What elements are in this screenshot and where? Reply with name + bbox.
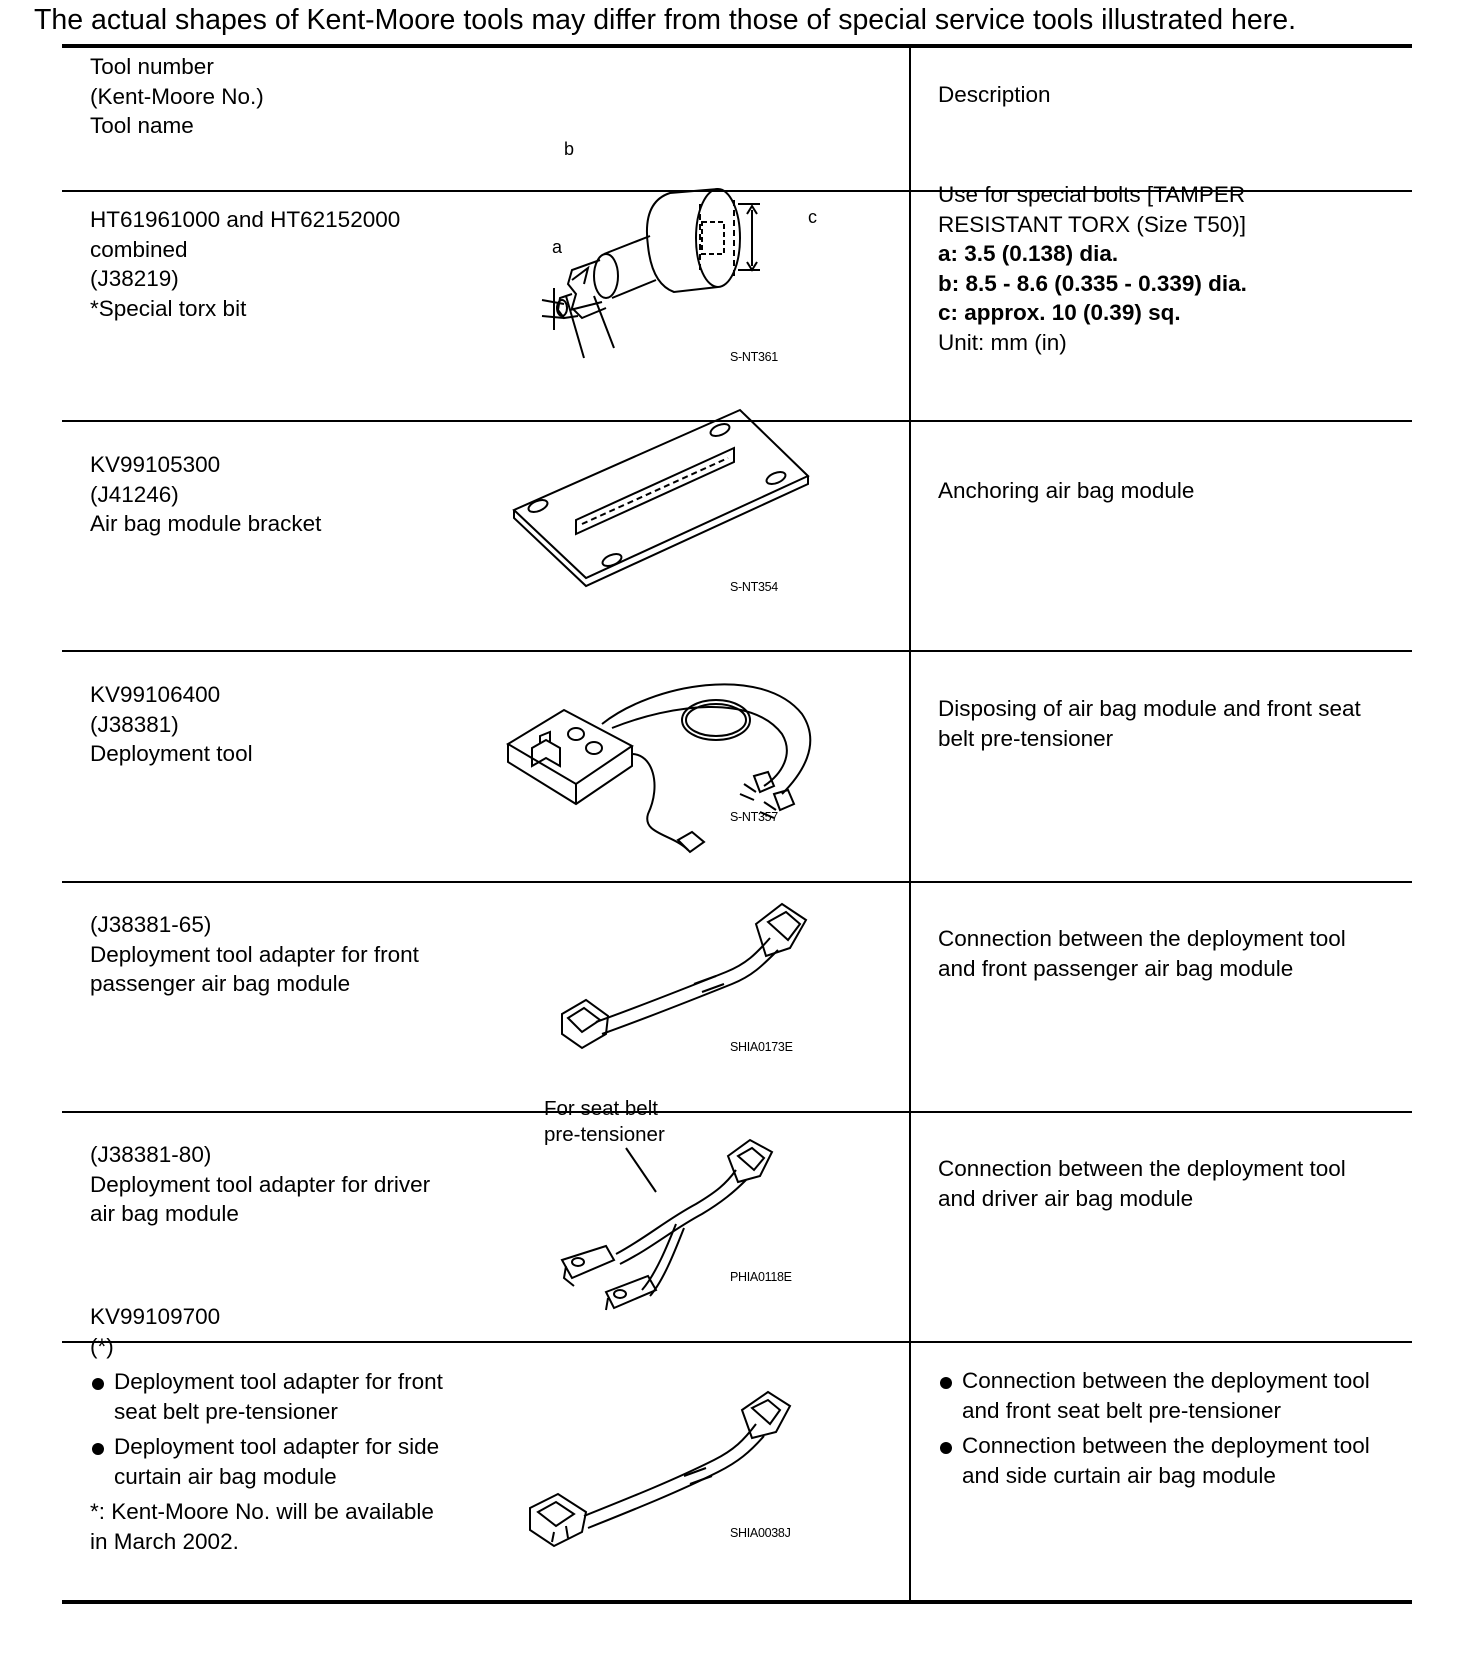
bullet-line: Deployment tool adapter for front: [114, 1369, 443, 1394]
column-divider: [909, 44, 911, 1604]
dimension-label-c: c: [808, 207, 817, 227]
table-row-2-tool: [90, 450, 560, 539]
tool-line: Deployment tool adapter for driver: [90, 1171, 431, 1197]
tool-line: (*): [90, 1333, 114, 1359]
description-line: a: 3.5 (0.138) dia.: [938, 241, 1119, 266]
figure-code: S-NT354: [730, 580, 778, 594]
tool-line: Air bag module bracket: [90, 511, 322, 536]
callout-line: pre-tensioner: [544, 1123, 665, 1146]
tool-line: *Special torx bit: [90, 295, 247, 321]
tool-line: Deployment tool: [90, 741, 253, 766]
table-row-1-description: [938, 180, 1398, 357]
table-row-3-description: [938, 694, 1398, 753]
deployment-tool-illustration: [502, 644, 822, 864]
table-row-6-description: [938, 1366, 1398, 1490]
callout-line: For seat belt: [544, 1097, 658, 1120]
description-bullet: [938, 1366, 1398, 1425]
tool-line: combined: [90, 236, 188, 262]
header-tool-cell: [90, 52, 560, 141]
tool-line: (J41246): [90, 481, 179, 507]
tool-line: (J38381-65): [90, 912, 212, 937]
description-line: c: approx. 10 (0.39) sq.: [938, 300, 1181, 325]
table-row-2-description: [938, 476, 1398, 506]
figure-code: S-NT361: [730, 350, 778, 364]
dimension-label-b: b: [564, 139, 575, 159]
footnote-line: *: Kent-Moore No. will be available: [90, 1499, 434, 1524]
header-description: Description: [938, 82, 1051, 107]
figure-code: SHIA0038J: [730, 1526, 791, 1540]
header-description-cell: [938, 80, 1398, 110]
description-line: Use for special bolts [TAMPER: [938, 182, 1246, 207]
adapter-kv99109700-illustration: [524, 1376, 804, 1576]
footnote-line: in March 2002.: [90, 1528, 239, 1554]
description-line: RESISTANT TORX (Size T50)]: [938, 211, 1247, 237]
header-tool-line: (Kent-Moore No.): [90, 83, 264, 109]
tool-line: KV99105300: [90, 452, 221, 477]
table-row-3-tool: [90, 680, 560, 769]
description-bullet: [938, 1431, 1398, 1490]
tool-line: KV99106400: [90, 682, 221, 707]
description-line: and driver air bag module: [938, 1185, 1194, 1211]
tool-line: (J38381-80): [90, 1142, 212, 1167]
header-tool-line: Tool number: [90, 54, 214, 79]
row-divider: [62, 1111, 1412, 1113]
table-bottom-rule: [62, 1600, 1412, 1604]
tool-bullet: [90, 1367, 560, 1426]
tool-bullet: [90, 1432, 560, 1491]
description-line: Connection between the deployment tool: [938, 926, 1346, 951]
table-top-rule: [62, 44, 1412, 48]
tool-line: (J38381): [90, 711, 179, 737]
tool-line: (J38219): [90, 266, 179, 291]
bullet-line: Connection between the deployment tool: [962, 1433, 1370, 1458]
tool-line: Deployment tool adapter for front: [90, 941, 419, 967]
bullet-line: and front seat belt pre-tensioner: [962, 1397, 1281, 1423]
row-divider: [62, 881, 1412, 883]
header-tool-line: Tool name: [90, 113, 194, 138]
bracket-illustration: [508, 406, 818, 596]
bullet-line: Connection between the deployment tool: [962, 1368, 1370, 1393]
bullet-line: seat belt pre-tensioner: [114, 1398, 338, 1424]
description-line: Connection between the deployment tool: [938, 1156, 1346, 1181]
bullet-line: curtain air bag module: [114, 1463, 337, 1489]
table-row-5-description: [938, 1154, 1398, 1213]
figure-code: S-NT357: [730, 810, 778, 824]
adapter-65-illustration: [556, 884, 826, 1064]
table-row-4-description: [938, 924, 1398, 983]
figure-code: PHIA0118E: [730, 1270, 792, 1284]
description-line: Disposing of air bag module and front seat: [938, 696, 1361, 721]
description-line: Unit: mm (in): [938, 329, 1067, 355]
table-row-5-tool: [90, 1140, 560, 1229]
tool-line: air bag module: [90, 1201, 239, 1226]
torx-bit-illustration: [502, 184, 842, 404]
description-line: b: 8.5 - 8.6 (0.335 - 0.339) dia.: [938, 270, 1247, 296]
tool-line: KV99109700: [90, 1304, 221, 1329]
adapter-80-illustration: [556, 1134, 826, 1314]
tool-line: HT61961000 and HT62152000: [90, 207, 401, 232]
bullet-line: Deployment tool adapter for side: [114, 1434, 440, 1459]
tool-line: passenger air bag module: [90, 971, 351, 996]
description-line: and front passenger air bag module: [938, 955, 1294, 981]
dimension-label-a: a: [552, 237, 563, 257]
table-row-4-tool: [90, 910, 560, 999]
description-line: belt pre-tensioner: [938, 725, 1114, 751]
bullet-line: and side curtain air bag module: [962, 1462, 1276, 1488]
figure-code: SHIA0173E: [730, 1040, 793, 1054]
description-line: Anchoring air bag module: [938, 478, 1195, 503]
page-note: The actual shapes of Kent-Moore tools may differ from those of special service tools illustrated here.: [34, 4, 1297, 36]
table-row-1-tool: [90, 205, 563, 323]
table-row-6-tool: [90, 1302, 560, 1556]
